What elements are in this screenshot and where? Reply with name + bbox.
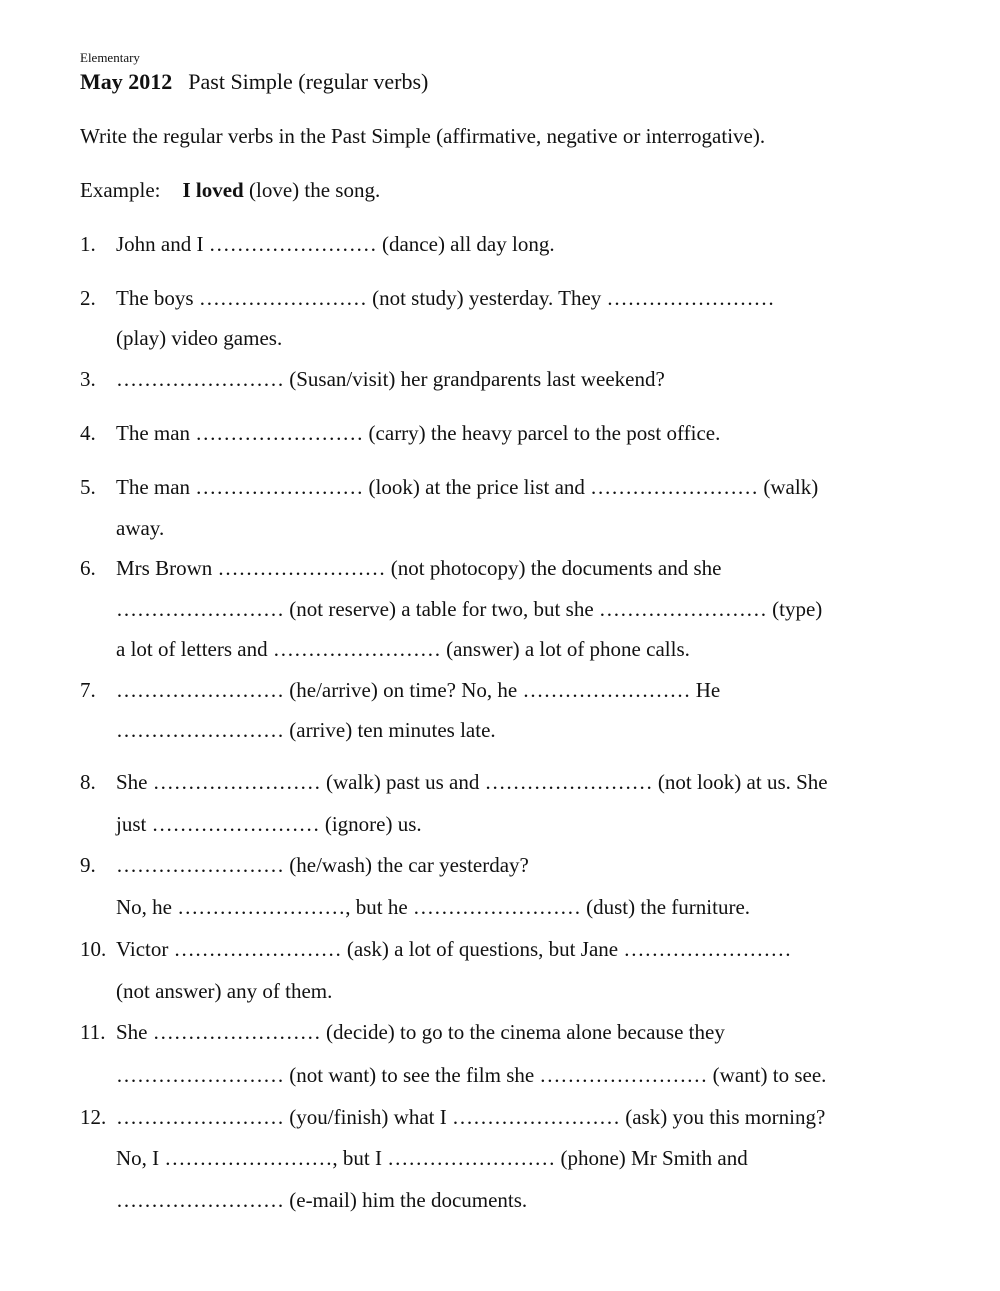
exercise-2-line-1: The boys …………………… (not study) yesterday. They …………………… <box>116 286 775 310</box>
example-line <box>80 177 380 203</box>
exercise-9-number: 9. <box>80 853 96 877</box>
exercise-10-line-2: (not answer) any of them. <box>116 979 333 1003</box>
level-label: Elementary <box>80 50 140 65</box>
example-answer: I loved <box>182 178 244 202</box>
exercise-2-number: 2. <box>80 286 96 310</box>
exercise-6-line-3: a lot of letters and …………………… (answer) a lot of phone calls. <box>116 637 690 661</box>
exercise-6-number: 6. <box>80 556 96 580</box>
exercise-11-number: 11. <box>80 1020 106 1044</box>
title-topic: Past Simple (regular verbs) <box>188 69 429 94</box>
exercise-10-number: 10. <box>80 937 107 961</box>
exercise-5-number: 5. <box>80 475 96 499</box>
exercise-12-line-1: …………………… (you/finish) what I …………………… (ask) you this morning? <box>116 1105 826 1129</box>
exercise-9-line-1: …………………… (he/wash) the car yesterday? <box>116 853 529 877</box>
example-label: Example: <box>80 178 161 202</box>
exercise-4-number: 4. <box>80 421 96 445</box>
exercise-12-number: 12. <box>80 1105 107 1129</box>
exercise-6-line-2: …………………… (not reserve) a table for two, but she …………………… (type) <box>116 597 823 621</box>
exercise-7-number: 7. <box>80 678 96 702</box>
exercise-7-line-2: …………………… (arrive) ten minutes late. <box>116 718 496 742</box>
exercise-4-line-1: The man …………………… (carry) the heavy parcel to the post office. <box>116 421 721 445</box>
exercise-1-line-1: John and I …………………… (dance) all day long. <box>116 232 555 256</box>
exercise-3-line-1: …………………… (Susan/visit) her grandparents last weekend? <box>116 367 665 391</box>
exercise-5-line-1: The man …………………… (look) at the price list and …………………… (walk) <box>116 475 819 499</box>
exercise-9-line-2: No, he ……………………, but he …………………… (dust) the furniture. <box>116 895 751 919</box>
exercise-7-line-1: …………………… (he/arrive) on time? No, he …………………… He <box>116 678 721 702</box>
exercise-12-line-3: …………………… (e-mail) him the documents. <box>116 1188 528 1212</box>
exercise-8-line-2: just …………………… (ignore) us. <box>116 812 422 836</box>
exercise-1-number: 1. <box>80 232 96 256</box>
exercise-5-line-2: away. <box>116 516 165 540</box>
exercise-10-line-1: Victor …………………… (ask) a lot of questions, but Jane …………………… <box>116 937 792 961</box>
exercise-11-line-1: She …………………… (decide) to go to the cinema alone because they <box>116 1020 725 1044</box>
title-date: May 2012 <box>80 69 173 94</box>
exercise-11-line-2: …………………… (not want) to see the film she …………………… (want) to see. <box>116 1063 827 1087</box>
exercise-6-line-1: Mrs Brown …………………… (not photocopy) the documents and she <box>116 556 722 580</box>
exercise-2-line-2: (play) video games. <box>116 326 283 350</box>
exercise-8-line-1: She …………………… (walk) past us and …………………… (not look) at us. She <box>116 770 828 794</box>
worksheet-title <box>80 69 428 95</box>
exercise-3-number: 3. <box>80 367 96 391</box>
exercise-8-number: 8. <box>80 770 96 794</box>
example-rest: (love) the song. <box>243 178 381 202</box>
instruction-text: Write the regular verbs in the Past Simple (affirmative, negative or interrogative). <box>80 124 766 148</box>
exercise-12-line-2: No, I ……………………, but I …………………… (phone) Mr Smith and <box>116 1146 748 1170</box>
